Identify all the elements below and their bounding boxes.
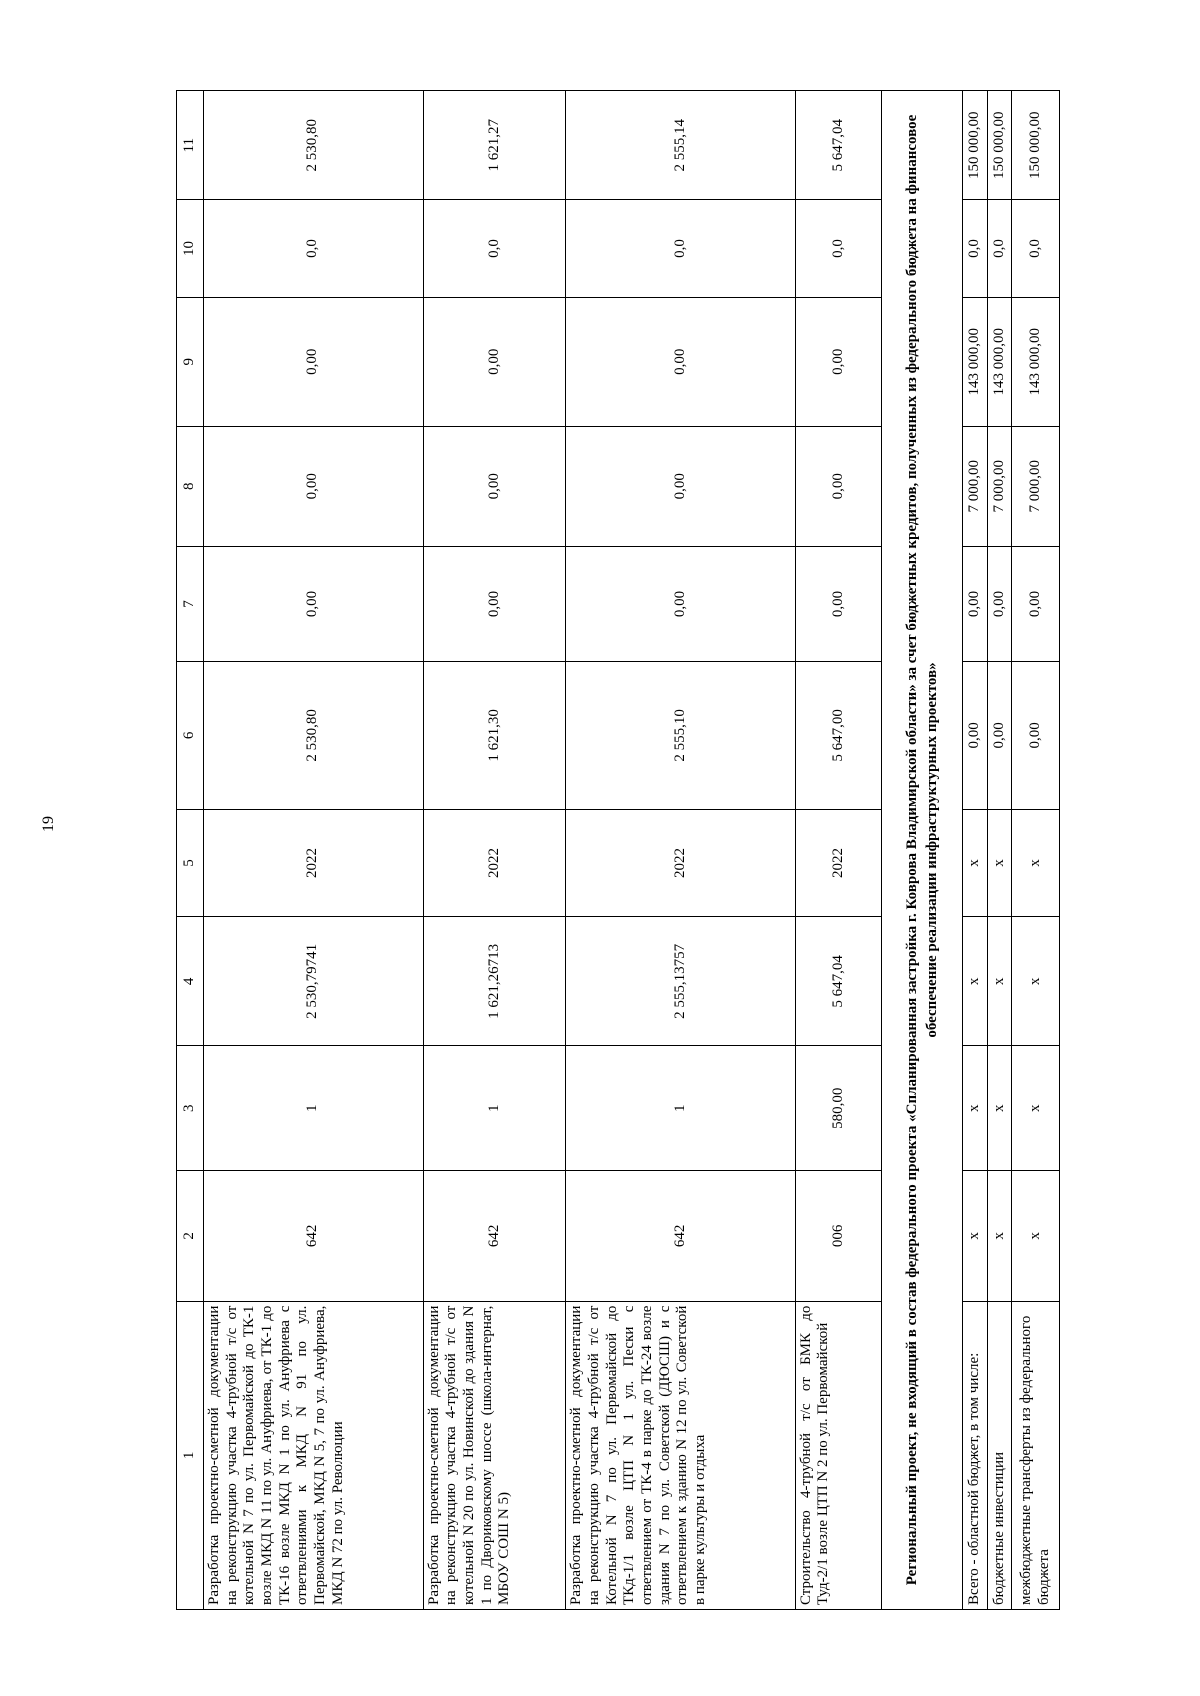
header-cell: 10 xyxy=(177,200,204,297)
header-cell: 9 xyxy=(177,297,204,426)
table-cell: 1 xyxy=(423,1046,566,1171)
budget-table xyxy=(176,90,1060,1610)
header-cell: 4 xyxy=(177,917,204,1046)
table-cell: 7 000,00 xyxy=(963,426,988,546)
table-row xyxy=(204,91,424,1610)
table-cell: 2022 xyxy=(795,809,882,917)
table-cell: 0,00 xyxy=(423,297,566,426)
table-cell: х xyxy=(963,1046,988,1171)
table-cell: 150 000,00 xyxy=(1012,91,1060,200)
table-cell: 0,00 xyxy=(963,546,988,661)
table-cell: 642 xyxy=(566,1171,795,1302)
table-cell: 0,00 xyxy=(963,662,988,809)
table-cell: 1 621,27 xyxy=(423,91,566,200)
table-cell: 0,00 xyxy=(795,297,882,426)
table-cell: х xyxy=(963,917,988,1046)
table-cell: 150 000,00 xyxy=(987,91,1012,200)
table-row xyxy=(795,91,882,1610)
rotated-table-container xyxy=(176,90,1060,1610)
table-cell: 143 000,00 xyxy=(963,297,988,426)
header-cell: 5 xyxy=(177,809,204,917)
total-label: Всего - областной бюджет, в том числе: xyxy=(963,1301,988,1609)
table-cell: х xyxy=(1012,1171,1060,1302)
table-cell: 0,00 xyxy=(204,426,424,546)
table-cell: 143 000,00 xyxy=(987,297,1012,426)
table-cell: 0,00 xyxy=(987,546,1012,661)
section-title: Региональный проект, не входящий в состав федерального проекта «Спланированная застройка г. Коврова Владимирской области» за счет бюджетных кредитов, полученных из федерального бюджета на финансовое обеспечение реализации инфраструктурных проектов» xyxy=(882,91,963,1610)
project-description: Разработка проектно-сметной документации на реконструкцию участка 4-трубной т/с от котельной N 20 по ул. Новинской до здания N 1 по Двориковскому шоссе (школа-интернат, МБОУ СОШ N 5) xyxy=(423,1301,566,1609)
table-cell: х xyxy=(987,1171,1012,1302)
table-cell: 0,00 xyxy=(566,297,795,426)
table-cell: 1 xyxy=(566,1046,795,1171)
project-description: Разработка проектно-сметной документации на реконструкцию участка 4-трубной т/с от котельной N 7 по ул. Первомайской до ТК-1 возле МКД N 11 по ул. Ануфриева, от ТК-1 до ТК-16 возле МКД N 1 по ул. Ануфриева с ответвлениями к МКД N 91 по ул. Первомайской, МКД N 5, 7 по ул. Ануфриева, МКД N 72 по ул. Революции xyxy=(204,1301,424,1609)
table-cell: 0,00 xyxy=(423,546,566,661)
table-row xyxy=(566,91,795,1610)
table-cell: 1 621,26713 xyxy=(423,917,566,1046)
table-cell: 0,00 xyxy=(204,546,424,661)
table-cell: 2 530,80 xyxy=(204,662,424,809)
table-cell: 1 621,30 xyxy=(423,662,566,809)
total-row xyxy=(987,91,1012,1610)
table-cell: х xyxy=(963,1171,988,1302)
header-cell: 3 xyxy=(177,1046,204,1171)
table-cell: 006 xyxy=(795,1171,882,1302)
table-row xyxy=(423,91,566,1610)
table-cell: 5 647,04 xyxy=(795,91,882,200)
header-cell: 7 xyxy=(177,546,204,661)
table-cell: 0,00 xyxy=(423,426,566,546)
header-cell: 1 xyxy=(177,1301,204,1609)
header-cell: 2 xyxy=(177,1171,204,1302)
table-cell: х xyxy=(987,809,1012,917)
table-cell: х xyxy=(1012,917,1060,1046)
project-description: Строительство 4-трубной т/с от БМК до Туд-2/1 возле ЦТП N 2 по ул. Первомайской xyxy=(795,1301,882,1609)
table-cell: 2 530,80 xyxy=(204,91,424,200)
table-cell: 0,00 xyxy=(795,546,882,661)
total-row xyxy=(963,91,988,1610)
table-cell: х xyxy=(1012,809,1060,917)
table-cell: 2 530,79741 xyxy=(204,917,424,1046)
table-cell: 0,00 xyxy=(566,426,795,546)
table-cell: 580,00 xyxy=(795,1046,882,1171)
table-cell: 150 000,00 xyxy=(963,91,988,200)
table-cell: 7 000,00 xyxy=(987,426,1012,546)
table-cell: 2022 xyxy=(423,809,566,917)
table-cell: 642 xyxy=(204,1171,424,1302)
header-cell: 6 xyxy=(177,662,204,809)
table-cell: 0,0 xyxy=(423,200,566,297)
table-cell: 0,00 xyxy=(566,546,795,661)
table-cell: 0,00 xyxy=(987,662,1012,809)
total-label: бюджетные инвестиции xyxy=(987,1301,1012,1609)
total-label: межбюджетные трансферты из федерального бюджета xyxy=(1012,1301,1060,1609)
header-cell: 11 xyxy=(177,91,204,200)
table-cell: 7 000,00 xyxy=(1012,426,1060,546)
header-cell: 8 xyxy=(177,426,204,546)
table-cell: 0,0 xyxy=(963,200,988,297)
table-cell: 0,0 xyxy=(566,200,795,297)
table-cell: 642 xyxy=(423,1171,566,1302)
table-cell: 0,00 xyxy=(795,426,882,546)
table-cell: х xyxy=(963,809,988,917)
table-cell: х xyxy=(987,1046,1012,1171)
table-cell: 2022 xyxy=(204,809,424,917)
table-cell: 0,00 xyxy=(1012,662,1060,809)
table-cell: 0,0 xyxy=(1012,200,1060,297)
table-cell: 0,0 xyxy=(987,200,1012,297)
table-cell: 2022 xyxy=(566,809,795,917)
total-row xyxy=(1012,91,1060,1610)
table-cell: х xyxy=(1012,1046,1060,1171)
table-cell: 5 647,00 xyxy=(795,662,882,809)
table-cell: 0,00 xyxy=(1012,546,1060,661)
section-row xyxy=(882,91,963,1610)
table-cell: 2 555,13757 xyxy=(566,917,795,1046)
page-number: 19 xyxy=(40,816,57,832)
project-description: Разработка проектно-сметной документации на реконструкцию участка 4-трубной т/с от Котельной N 7 по ул. Первомайской до ТКд-1/1 возле ЦТП N 1 ул. Пески с ответвлением от ТК-4 в парке до ТК-24 возле здания N 7 по ул. Советской (ДЮСШ) и с ответвлением к зданию N 12 по ул. Советской в парке культуры и отдыха xyxy=(566,1301,795,1609)
table-cell: 2 555,10 xyxy=(566,662,795,809)
table-cell: 0,0 xyxy=(795,200,882,297)
header-row xyxy=(177,91,204,1610)
table-cell: 0,00 xyxy=(204,297,424,426)
table-cell: х xyxy=(987,917,1012,1046)
table-cell: 1 xyxy=(204,1046,424,1171)
table-cell: 5 647,04 xyxy=(795,917,882,1046)
table-cell: 0,0 xyxy=(204,200,424,297)
table-cell: 143 000,00 xyxy=(1012,297,1060,426)
table-cell: 2 555,14 xyxy=(566,91,795,200)
